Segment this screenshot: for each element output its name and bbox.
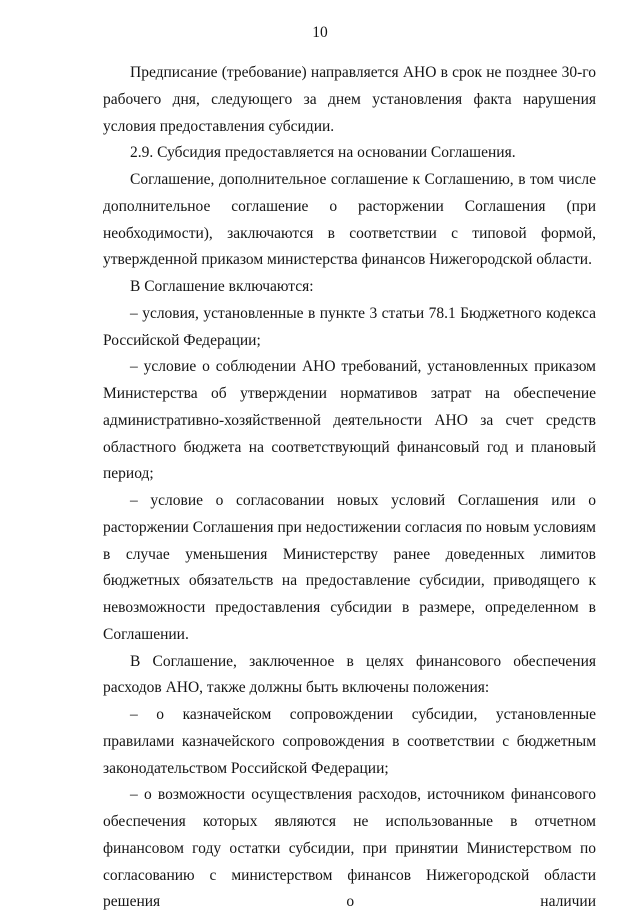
list-item-unused-balances: – о возможности осуществления расходов, источником финансового обеспечения которых являются не использованные в отчетном финансовом году остатки субсидии, при принятии Министерством по согласованию с министерством финансов Нижегородской области решения о наличии — [103, 786, 596, 911]
paragraph-notice-deadline: Предписание (требование) направляется АНО в срок не позднее 30-го рабочего дня, следующего за днем установления факта нарушения условия предоставления субсидии. — [103, 64, 596, 135]
list-item-new-conditions: – условие о согласовании новых условий Соглашения или о расторжении Соглашения при недостижении согласия по новым условиям в случае уменьшения Министерству ранее доведенных лимитов бюджетных обязательств на предоставление субсидии, приводящего к невозможности предоставления субсидии в размере, определенном в Соглашении. — [103, 492, 596, 643]
paragraph-agreement-form: Соглашение, дополнительное соглашение к Соглашению, в том числе дополнительное соглашение о расторжении Соглашения (при необходимости), заключаются в соответствии с типовой формой, утвержденной приказом министерства финансов Нижегородской области. — [103, 171, 596, 269]
paragraph-section-2-9: 2.9. Субсидия предоставляется на основании Соглашения. — [130, 144, 516, 162]
paragraph-financing-provisions: В Соглашение, заключенное в целях финансового обеспечения расходов АНО, также должны быть включены положения: — [103, 652, 596, 697]
document-body — [103, 60, 596, 916]
paragraph-agreement-includes: В Соглашение включаются: — [130, 278, 314, 295]
list-item-treasury-support: – о казначейском сопровождении субсидии, установленные правилами казначейского сопровождения в соответствии с бюджетным законодательством Российской Федерации; — [103, 706, 596, 777]
page-number: 10 — [312, 24, 328, 41]
list-item-budget-code-conditions: – условия, установленные в пункте 3 статьи 78.1 Бюджетного кодекса Российской Федерации; — [103, 304, 596, 349]
list-item-cost-standards: – условие о соблюдении АНО требований, установленных приказом Министерства об утверждении нормативов затрат на обеспечение административно-хозяйственной деятельности АНО за счет средств областного бюджета на соответствующий финансовый год и плановый период; — [103, 358, 596, 483]
